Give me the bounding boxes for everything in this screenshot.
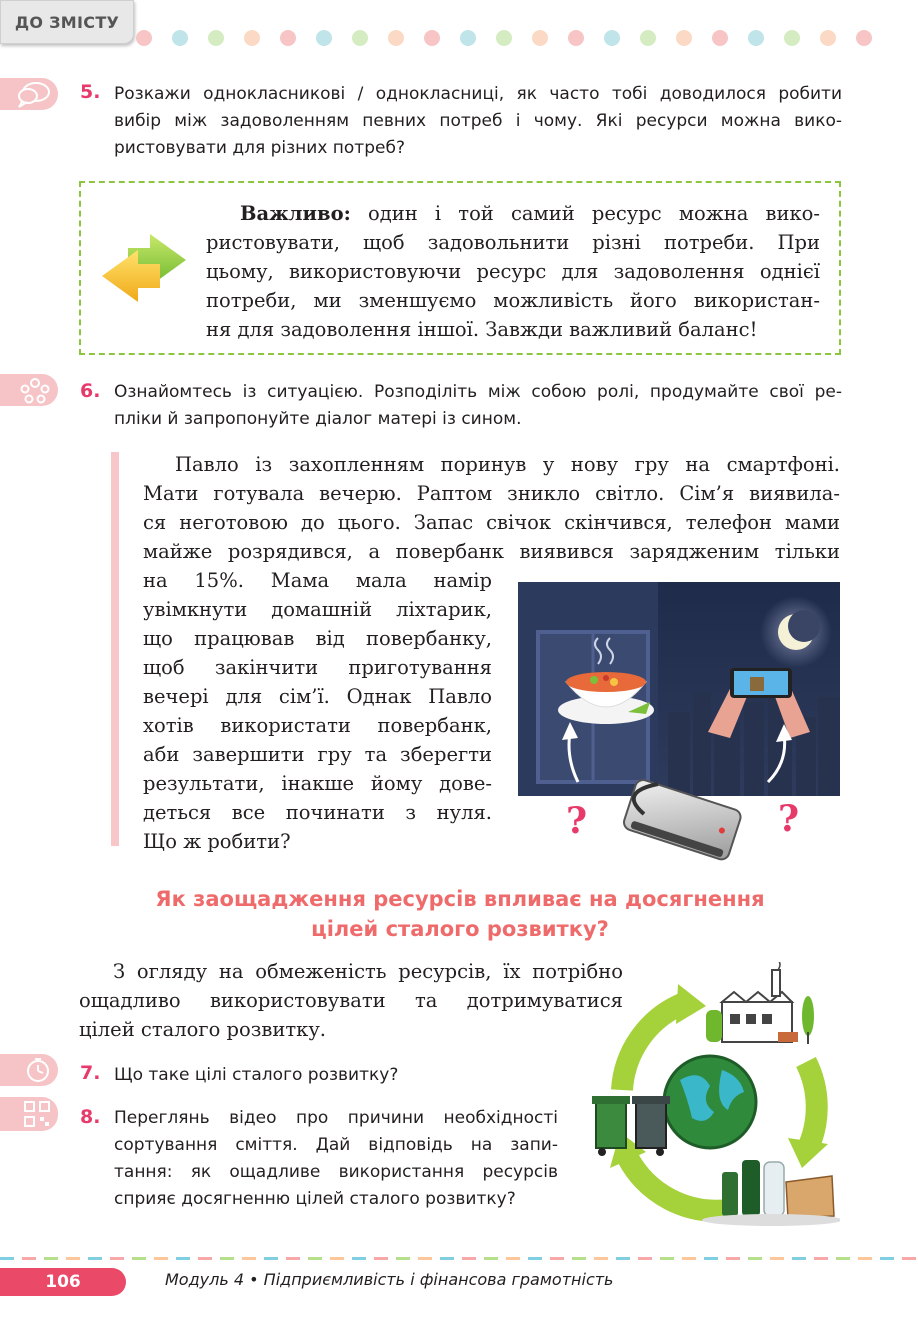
- intro-line: З огляду на обмеженість ресурсів, їх потрібно: [113, 960, 623, 983]
- decorative-dot: [280, 30, 296, 46]
- decorative-dot: [388, 30, 404, 46]
- question-6-text: [114, 379, 842, 433]
- footer-dash: [242, 1257, 256, 1260]
- decorative-dot: [820, 30, 836, 46]
- story-line: вечері для сім’ї. Однак Павло: [143, 685, 492, 708]
- footer-dash: [88, 1257, 102, 1260]
- decorative-dot: [244, 30, 260, 46]
- q5-line: Розкажи однокласникові / однокласниці, як часто тобі доводилося робити: [114, 84, 842, 104]
- footer-dash: [176, 1257, 190, 1260]
- footer-dash: [198, 1257, 212, 1260]
- footer-dash: [770, 1257, 784, 1260]
- footer-dash: [726, 1257, 740, 1260]
- q8-line: тання: як ощадливе використання ресурсів: [114, 1162, 558, 1182]
- toc-button-label: ДО ЗМІСТУ: [14, 12, 120, 32]
- q8-line: Переглянь відео про причини необхідності: [114, 1108, 558, 1128]
- footer-dash: [550, 1257, 564, 1260]
- group-icon-tab: [0, 374, 58, 406]
- decorative-dot: [712, 30, 728, 46]
- question-mark-left: ?: [566, 800, 588, 842]
- important-label: Важливо:: [240, 202, 351, 225]
- important-line: потреби, ми зменшуємо можливість його використан-: [206, 289, 820, 312]
- q6-line: Ознайомтесь із ситуацією. Розподіліть між собою ролі, продумайте свої ре-: [114, 382, 842, 402]
- footer-dash: [22, 1257, 36, 1260]
- story-accent-bar: [111, 452, 119, 846]
- decorative-dot: [676, 30, 692, 46]
- footer-dash: [154, 1257, 168, 1260]
- decorative-dot: [496, 30, 512, 46]
- footer-dash: [330, 1257, 344, 1260]
- question-number-8: 8.: [80, 1106, 101, 1128]
- q5-line: ристовувати для різних потреб?: [114, 138, 405, 158]
- question-number-7: 7.: [80, 1062, 101, 1084]
- qr-code-icon[interactable]: [22, 1100, 52, 1128]
- footer-dash: [594, 1257, 608, 1260]
- footer-dashed-divider: [0, 1257, 918, 1261]
- important-line: ристовувати, щоб задовольнити різні потреби. При: [206, 231, 820, 254]
- section-title-line: цілей сталого розвитку?: [311, 917, 609, 941]
- toc-button[interactable]: [0, 0, 134, 44]
- footer-dash: [748, 1257, 762, 1260]
- qr-icon-tab: [0, 1097, 58, 1131]
- footer-dash: [704, 1257, 718, 1260]
- footer-dash: [44, 1257, 58, 1260]
- footer-dash: [836, 1257, 850, 1260]
- footer-dash: [374, 1257, 388, 1260]
- decorative-dot: [748, 30, 764, 46]
- story-line: на 15%. Мама мала намір: [143, 569, 492, 592]
- decorative-dot: [856, 30, 872, 46]
- footer-dash: [286, 1257, 300, 1260]
- footer-dash: [110, 1257, 124, 1260]
- footer-dash: [858, 1257, 872, 1260]
- page-number: 106: [45, 1272, 81, 1292]
- footer-dash: [528, 1257, 542, 1260]
- question-5-text: [114, 81, 842, 162]
- story-line: аби завершити гру та зберегти: [143, 743, 492, 766]
- q8-line: сприяє досягненню цілей сталого розвитку?: [114, 1189, 516, 1209]
- footer-dash: [880, 1257, 894, 1260]
- decorative-dot: [424, 30, 440, 46]
- speech-bubble-icon: [16, 80, 52, 108]
- story-line: Що ж робити?: [143, 830, 291, 853]
- footer-dash: [66, 1257, 80, 1260]
- section-title-line: Як заощадження ресурсів впливає на досягнення: [155, 887, 765, 911]
- story-text-full: [143, 450, 840, 566]
- footer-dash: [352, 1257, 366, 1260]
- footer-module-title: Модуль 4 • Підприємливість і фінансова грамотність: [165, 1270, 614, 1289]
- question-7-text: Що таке цілі сталого розвитку?: [114, 1065, 399, 1085]
- story-line: Павло із захопленням поринув у нову гру на смартфоні.: [175, 453, 840, 476]
- question-number-6: 6.: [80, 380, 101, 402]
- story-line: результати, інакше йому дове-: [143, 772, 492, 795]
- intro-paragraph: [79, 957, 623, 1044]
- footer-dash: [506, 1257, 520, 1260]
- story-line: ся неготовою до цього. Запас свічок скінчився, телефон мами: [143, 511, 840, 534]
- exchange-arrows-icon: [98, 230, 190, 306]
- footer-dash: [264, 1257, 278, 1260]
- footer-dash: [682, 1257, 696, 1260]
- important-text: Важливо: один і той самий ресурс можна вико- ристовувати, щоб задовольнити різні потреби. При цьому, використовуючи ресурс для задоволення однієї потреби, ми зменшуємо можливість його використан- ня для задоволення іншої. Завжди важливий баланс!: [206, 199, 820, 344]
- section-title: [80, 884, 840, 944]
- decorative-dot: [208, 30, 224, 46]
- footer-dash: [572, 1257, 586, 1260]
- q6-line: пліки й запропонуйте діалог матері із сином.: [114, 409, 522, 429]
- footer-dash: [462, 1257, 476, 1260]
- story-line: що працював від повербанку,: [143, 627, 492, 650]
- decorative-dot: [784, 30, 800, 46]
- decorative-dot: [532, 30, 548, 46]
- footer-dash: [132, 1257, 146, 1260]
- story-line: щоб закінчити приготування: [143, 656, 492, 679]
- story-line: Мати готувала вечерю. Раптом зникло світло. Сім’я виявила-: [143, 482, 840, 505]
- question-number-5: 5.: [80, 81, 101, 103]
- footer-dash: [484, 1257, 498, 1260]
- footer-dash: [660, 1257, 674, 1260]
- q8-line: сортування сміття. Дай відповідь на запи-: [114, 1135, 558, 1155]
- footer-dash: [792, 1257, 806, 1260]
- question-8-text: [114, 1105, 558, 1213]
- footer-dash: [440, 1257, 454, 1260]
- decorative-dot: [460, 30, 476, 46]
- decorative-dot: [136, 30, 152, 46]
- time-icon-tab: [0, 1054, 58, 1086]
- page-number-badge: [0, 1268, 126, 1296]
- story-line: майже розрядився, а повербанк виявився зарядженим тільки: [143, 540, 840, 563]
- footer-dash: [638, 1257, 652, 1260]
- story-line: хотів використати повербанк,: [143, 714, 492, 737]
- intro-line: цілей сталого розвитку.: [79, 1018, 326, 1041]
- story-line: деться все починати з нуля.: [143, 801, 492, 824]
- footer-dash: [616, 1257, 630, 1260]
- decorative-dots: [136, 30, 916, 46]
- decorative-dot: [604, 30, 620, 46]
- intro-line: ощадливо використовувати та дотримуватися: [79, 989, 623, 1012]
- footer-dash: [418, 1257, 432, 1260]
- decorative-dot: [568, 30, 584, 46]
- group-work-icon: [18, 375, 52, 405]
- decorative-dot: [640, 30, 656, 46]
- important-line: цьому, використовуючи ресурс для задоволення однієї: [206, 260, 820, 283]
- important-line: ня для задоволення іншої. Завжди важливий баланс!: [206, 318, 758, 341]
- story-line: увімкнути домашній ліхтарик,: [143, 598, 492, 621]
- footer-dash: [902, 1257, 916, 1260]
- footer-dash: [814, 1257, 828, 1260]
- footer-dash: [220, 1257, 234, 1260]
- discuss-icon-tab: [0, 78, 58, 110]
- q5-line: вибір між задоволенням певних потреб і чому. Які ресурси можна вико-: [114, 111, 842, 131]
- footer-dash: [396, 1257, 410, 1260]
- footer-dash: [0, 1257, 14, 1260]
- decorative-dot: [172, 30, 188, 46]
- decorative-dot: [316, 30, 332, 46]
- footer-dash: [308, 1257, 322, 1260]
- decorative-dot: [352, 30, 368, 46]
- story-text-narrow: [143, 566, 492, 856]
- stopwatch-icon: [24, 1056, 52, 1084]
- sustainability-cycle-illustration: [582, 962, 840, 1232]
- question-mark-right: ?: [778, 798, 800, 840]
